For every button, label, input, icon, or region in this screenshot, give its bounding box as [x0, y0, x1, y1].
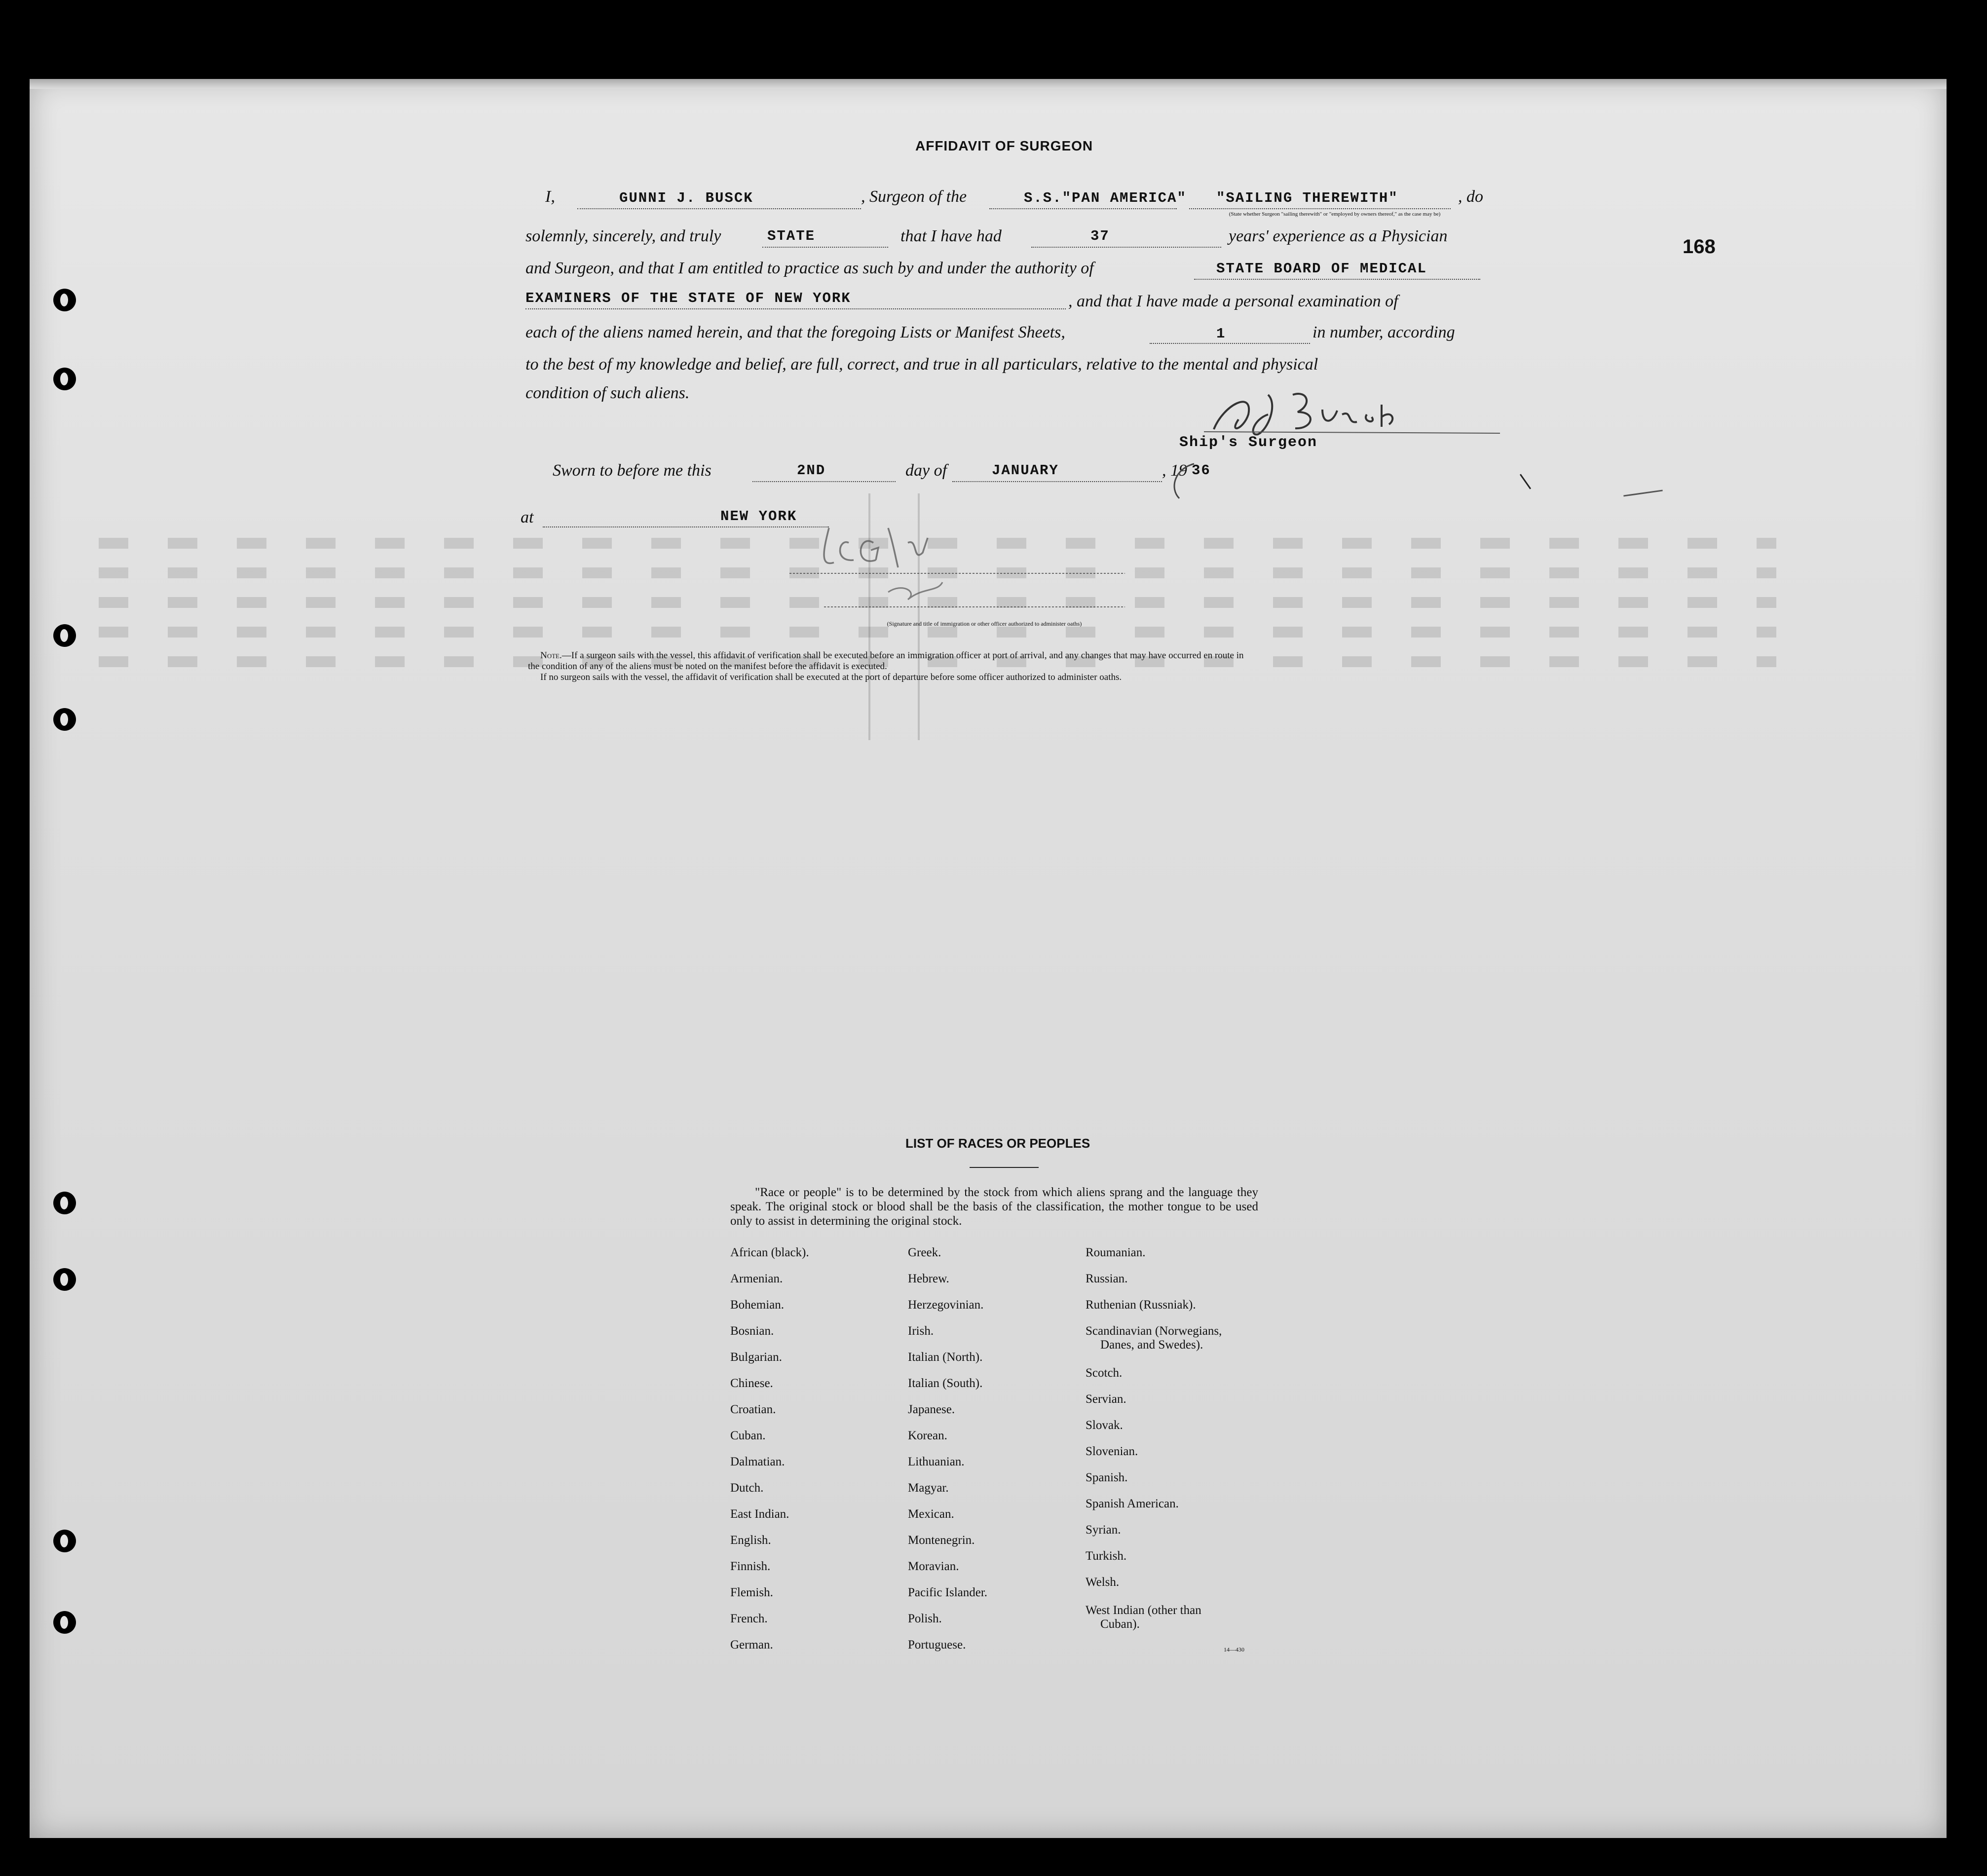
races-intro: "Race or people" is to be determined by the stock from which aliens sprang and the language they speak. The original stock or blood shall be the basis of the classification, the mother tongue to be used only to assist in determining the original stock.: [730, 1186, 1258, 1228]
race-item: Scotch.: [1086, 1366, 1123, 1380]
race-item: Pacific Islander.: [908, 1586, 988, 1599]
surgeon-signature: [1194, 375, 1510, 444]
race-item: Armenian.: [730, 1272, 783, 1285]
punch-hole: [53, 708, 76, 731]
officer-caption: (Signature and title of immigration or other officer authorized to administer oaths): [887, 620, 1082, 627]
race-scandinavian-line2: Danes, and Swedes).: [1100, 1338, 1203, 1351]
race-item: Korean.: [908, 1429, 947, 1442]
race-item: Syrian.: [1086, 1523, 1121, 1537]
race-item: Polish.: [908, 1612, 942, 1625]
punch-hole: [53, 624, 76, 647]
race-item: Herzegovinian.: [908, 1298, 984, 1312]
race-west-indian-line1: West Indian (other than: [1086, 1604, 1201, 1617]
race-item: Montenegrin.: [908, 1534, 975, 1547]
sailing-status: "SAILING THEREWITH": [1216, 190, 1398, 206]
race-item: Japanese.: [908, 1403, 955, 1416]
authority-line2: EXAMINERS OF THE STATE OF NEW YORK: [525, 290, 851, 306]
year-prefix: , 19: [1162, 461, 1187, 480]
sailing-hint: (State whether Surgeon "sailing therewith" or "employed by owners thereof," as the case may be): [1229, 211, 1441, 217]
text-personal-exam: , and that I have made a personal examination of: [1068, 292, 1398, 310]
text-best-knowledge: to the best of my knowledge and belief, are full, correct, and true in all particulars, relative to the mental and physical: [525, 355, 1318, 374]
oath-word: STATE: [767, 228, 816, 244]
race-item: Finnish.: [730, 1560, 771, 1573]
race-item: Slovenian.: [1086, 1445, 1138, 1458]
text-years-exp: years' experience as a Physician: [1229, 227, 1448, 245]
race-item: Moravian.: [908, 1560, 959, 1573]
race-item: Cuban.: [730, 1429, 766, 1442]
race-item: Greek.: [908, 1246, 941, 1259]
race-item: Ruthenian (Russniak).: [1086, 1298, 1196, 1312]
race-item: Spanish.: [1086, 1471, 1128, 1484]
race-item: German.: [730, 1638, 773, 1651]
text-solemnly: solemnly, sincerely, and truly: [525, 227, 721, 245]
note-label: Note.: [540, 650, 562, 661]
text-and-surgeon: and Surgeon, and that I am entitled to practice as such by and under the authority of: [525, 259, 1094, 277]
races-title: LIST OF RACES OR PEOPLES: [905, 1136, 1090, 1151]
race-item: Flemish.: [730, 1586, 773, 1599]
race-item: Mexican.: [908, 1507, 954, 1521]
race-item: Magyar.: [908, 1481, 949, 1495]
race-item: Lithuanian.: [908, 1455, 965, 1468]
race-item: Irish.: [908, 1324, 934, 1338]
form-number: 14—430: [1224, 1646, 1244, 1653]
race-item: East Indian.: [730, 1507, 789, 1521]
affidavit-title: AFFIDAVIT OF SURGEON: [915, 138, 1093, 153]
text-that-had: that I have had: [900, 227, 1002, 245]
race-item: [1086, 1324, 1273, 1366]
years-count: 37: [1090, 228, 1110, 244]
note-line3: If no surgeon sails with the vessel, the affidavit of verification shall be executed at the port of departure before some officer authorized to administer oaths.: [540, 672, 1122, 682]
sheet-top-edge: [30, 79, 1947, 89]
note-line1: —If a surgeon sails with the vessel, this affidavit of verification shall be executed before an immigration officer at port of arrival, and any changes that may have occurred en route in: [562, 650, 1244, 661]
race-item: Dalmatian.: [730, 1455, 785, 1468]
race-item: Italian (South).: [908, 1377, 983, 1390]
punch-hole: [53, 1268, 76, 1291]
sheets-count: 1: [1216, 326, 1226, 342]
sworn-day: 2ND: [797, 462, 826, 479]
race-scandinavian-line1: Scandinavian (Norwegians,: [1086, 1324, 1222, 1338]
authority-line1: STATE BOARD OF MEDICAL: [1216, 261, 1427, 277]
punch-hole: [53, 1192, 76, 1214]
race-item: Italian (North).: [908, 1351, 983, 1364]
at-text: at: [521, 508, 534, 526]
race-item: Welsh.: [1086, 1576, 1120, 1589]
text-condition: condition of such aliens.: [525, 384, 690, 402]
races-column-2: [908, 1246, 1076, 1664]
sworn-month: JANUARY: [992, 462, 1059, 479]
race-item: Dutch.: [730, 1481, 764, 1495]
race-item: African (black).: [730, 1246, 809, 1259]
race-west-indian-line2: Cuban).: [1100, 1617, 1140, 1631]
ship-name: S.S."PAN AMERICA": [1024, 190, 1187, 206]
race-item: Slovak.: [1086, 1419, 1123, 1432]
punch-hole: [53, 1611, 76, 1634]
text-do: , do: [1458, 188, 1483, 206]
races-column-1: [730, 1246, 898, 1664]
race-item: [1086, 1604, 1273, 1631]
race-item: Bohemian.: [730, 1298, 785, 1312]
race-item: Bosnian.: [730, 1324, 774, 1338]
sworn-text: Sworn to before me this: [553, 461, 712, 480]
races-column-3: [1086, 1246, 1273, 1631]
day-of-text: day of: [905, 461, 947, 480]
surgeon-name: GUNNI J. BUSCK: [619, 190, 753, 206]
officer-signature: [789, 513, 1135, 612]
race-item: Croatian.: [730, 1403, 776, 1416]
text-each-alien: each of the aliens named herein, and that the foregoing Lists or Manifest Sheets,: [525, 323, 1065, 341]
punch-hole: [53, 368, 76, 390]
punch-hole: [53, 1530, 76, 1552]
year-suffix: 36: [1192, 462, 1211, 479]
affidavit-note: [528, 650, 1480, 683]
race-item: Hebrew.: [908, 1272, 949, 1285]
race-item: Bulgarian.: [730, 1351, 782, 1364]
race-item: Portuguese.: [908, 1638, 966, 1651]
race-item: Roumanian.: [1086, 1246, 1146, 1259]
stamp-mark: [1164, 459, 1209, 503]
text-surgeon-of: , Surgeon of the: [861, 188, 967, 206]
text-i: I,: [545, 188, 555, 206]
punch-hole: [53, 289, 76, 311]
text-in-number: in number, according: [1312, 323, 1455, 341]
race-item: Turkish.: [1086, 1549, 1127, 1563]
races-title-rule: [970, 1167, 1039, 1168]
race-item: French.: [730, 1612, 768, 1625]
location: NEW YORK: [720, 508, 797, 525]
race-item: Servian.: [1086, 1392, 1126, 1406]
race-item: Chinese.: [730, 1377, 773, 1390]
race-item: Spanish American.: [1086, 1497, 1179, 1510]
ships-surgeon-label: Ship's Surgeon: [1179, 434, 1318, 451]
note-line2: the condition of any of the aliens must be noted on the manifest before the affidavit is executed.: [528, 661, 887, 672]
race-item: Russian.: [1086, 1272, 1128, 1285]
page-number: 168: [1683, 236, 1716, 258]
race-item: English.: [730, 1534, 771, 1547]
